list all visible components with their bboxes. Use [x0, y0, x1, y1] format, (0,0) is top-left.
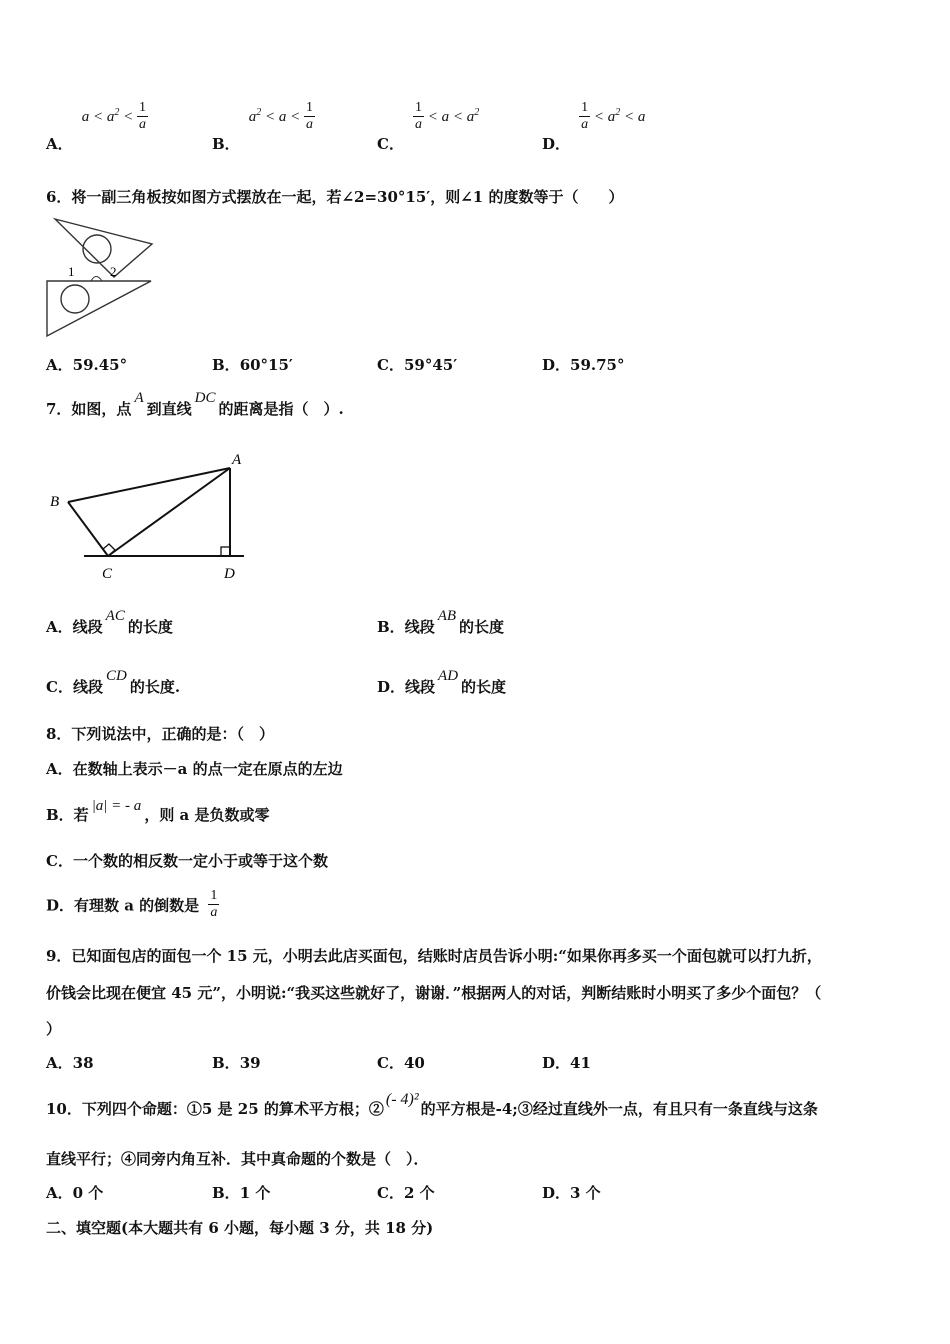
- section-2-title: 二、填空题(本大题共有 6 小题，每小题 3 分，共 18 分): [46, 1219, 434, 1237]
- q7-option-d[interactable]: [377, 668, 507, 697]
- option-post: 的长度: [459, 618, 505, 636]
- q6-figure-triangles: [44, 214, 156, 340]
- q7-stem-prefix: 7．如图，点: [46, 400, 132, 418]
- option-pre: 线段: [72, 678, 103, 696]
- option-text: 59.75°: [570, 356, 625, 374]
- option-label: C．: [46, 678, 73, 696]
- option-label: A．: [46, 618, 73, 636]
- q5-option-b[interactable]: [212, 100, 315, 153]
- right-angle-d: [221, 547, 230, 556]
- q7-stem-suffix: 的距离是指（ ）.: [218, 400, 344, 418]
- option-label: B．: [377, 618, 405, 636]
- q9-line-3: ）: [46, 1020, 62, 1038]
- q7-figure: [46, 446, 252, 586]
- option-pre: D．有理数 a 的倒数是: [46, 896, 200, 915]
- q8-option-a[interactable]: A．在数轴上表示－a 的点一定在原点的左边: [46, 760, 343, 778]
- option-text: 2 个: [403, 1184, 435, 1202]
- option-label: B．: [212, 356, 240, 374]
- option-text: 0 个: [72, 1184, 104, 1202]
- option-text: 40: [403, 1054, 425, 1072]
- option-label: D．: [542, 1184, 571, 1202]
- option-text: 1 个: [239, 1184, 271, 1202]
- q8-option-d[interactable]: [46, 890, 219, 923]
- q7-line-dc: DC: [194, 390, 216, 406]
- q8-stem: 8．下列说法中，正确的是：（ ）: [46, 725, 274, 743]
- q10-line1-pre: 10．下列四个命题：①5 是 25 的算术平方根；②: [46, 1100, 384, 1118]
- option-fraction: [208, 888, 219, 921]
- q10-option-b[interactable]: [212, 1182, 270, 1203]
- option-label: D．: [377, 678, 406, 696]
- q8-option-b[interactable]: [46, 798, 270, 825]
- option-seg: AC: [105, 608, 125, 624]
- q7-stem: [46, 390, 344, 419]
- q10-math: (- 4)²: [385, 1091, 419, 1108]
- q10-line-1: [46, 1091, 818, 1119]
- q10-line1-post: 的平方根是-4;③经过直线外一点，有且只有一条直线与这条: [420, 1100, 818, 1118]
- q10-line-2: 直线平行；④同旁内角互补．其中真命题的个数是（ ）．: [46, 1150, 429, 1168]
- q9-line-2: 价钱会比现在便宜 45 元”，小明说:“我买这些就好了，谢谢．”根据两人的对话，判断结账时小明买了多少个面包？（: [46, 984, 822, 1002]
- option-text: 60°15′: [239, 356, 293, 374]
- q6-stem: 6．将一副三角板按如图方式摆放在一起，若∠2=30°15′，则∠1 的度数等于（ ）: [46, 188, 624, 206]
- label-b: B: [50, 494, 60, 510]
- q9-line-1: 9．已知面包店的面包一个 15 元，小明去此店买面包，结账时店员告诉小明:“如果你再多买一个面包就可以打九折，: [46, 947, 822, 965]
- q5-a-math: $a < a^2$ < $\frac{1}{a}$: [81, 100, 146, 132]
- option-label: D．: [542, 1054, 571, 1072]
- option-pre: B．若: [46, 806, 89, 824]
- q7-point-a: A: [134, 390, 144, 406]
- q6-option-b[interactable]: [212, 354, 293, 375]
- q6-option-d[interactable]: [542, 354, 625, 375]
- option-label: B．: [212, 135, 240, 153]
- option-label: D．: [542, 356, 571, 374]
- q7-option-a[interactable]: [46, 608, 173, 637]
- q10-option-c[interactable]: [377, 1182, 435, 1203]
- q5-d-math: $\frac{1}{a}$ < $a^2 < a$: [581, 100, 646, 132]
- option-label: A．: [46, 1054, 73, 1072]
- option-label: C．: [377, 356, 404, 374]
- upper-triangle-hole: [83, 235, 111, 263]
- option-label: B．: [212, 1054, 240, 1072]
- q9-option-d[interactable]: [542, 1052, 591, 1073]
- q9-option-a[interactable]: [46, 1052, 94, 1073]
- option-text: 3 个: [570, 1184, 601, 1202]
- segment-bc: [68, 502, 108, 556]
- option-label: B．: [212, 1184, 240, 1202]
- q9-option-c[interactable]: [377, 1052, 425, 1073]
- option-text: 59°45′: [403, 356, 458, 374]
- q8-option-c[interactable]: C．一个数的相反数一定小于或等于这个数: [46, 852, 328, 870]
- option-post: 的长度.: [129, 678, 181, 696]
- option-post: ，则 a 是负数或零: [144, 806, 270, 824]
- option-seg: AB: [437, 608, 457, 624]
- frac-num: 1: [210, 888, 218, 903]
- option-label: A．: [46, 135, 73, 153]
- q7-option-b[interactable]: [377, 608, 505, 637]
- q5-option-a[interactable]: [46, 100, 148, 153]
- q5-option-d[interactable]: [542, 100, 646, 153]
- option-post: 的长度: [461, 678, 507, 696]
- angle-1-label: 1: [68, 264, 75, 279]
- frac-den: a: [210, 905, 218, 920]
- lower-triangle: [47, 281, 151, 336]
- option-pre: 线段: [72, 618, 103, 636]
- option-pre: 线段: [404, 618, 435, 636]
- option-seg: CD: [105, 668, 127, 684]
- option-pre: 线段: [405, 678, 436, 696]
- lower-triangle-hole: [61, 285, 89, 313]
- option-label: A．: [46, 1184, 73, 1202]
- q6-option-c[interactable]: [377, 354, 457, 375]
- q9-option-b[interactable]: [212, 1052, 261, 1073]
- option-label: A．: [46, 356, 73, 374]
- option-text: 39: [239, 1054, 261, 1072]
- option-text: 38: [72, 1054, 94, 1072]
- option-label: C．: [377, 1054, 404, 1072]
- option-label: C．: [377, 135, 404, 153]
- option-seg: AD: [438, 668, 459, 684]
- q5-option-c[interactable]: [377, 100, 480, 153]
- option-label: D．: [542, 135, 571, 153]
- option-text: 59.45°: [72, 356, 128, 374]
- q10-option-a[interactable]: [46, 1182, 103, 1203]
- q7-stem-mid: 到直线: [146, 400, 192, 418]
- q6-option-a[interactable]: [46, 354, 127, 375]
- option-label: C．: [377, 1184, 404, 1202]
- q7-option-c[interactable]: [46, 668, 181, 697]
- q10-option-d[interactable]: [542, 1182, 601, 1203]
- option-math: |a| = - a: [91, 798, 142, 814]
- angle-2-label: 2: [110, 264, 117, 279]
- option-post: 的长度: [127, 618, 173, 636]
- label-d: D: [224, 566, 235, 582]
- option-text: 41: [570, 1054, 591, 1072]
- q5-c-math: $\frac{1}{a}$ < $a < a^2$: [415, 100, 480, 132]
- label-c: C: [102, 566, 113, 582]
- q5-b-math: $a^2 < a$ < $\frac{1}{a}$: [248, 100, 314, 132]
- label-a: A: [232, 452, 242, 468]
